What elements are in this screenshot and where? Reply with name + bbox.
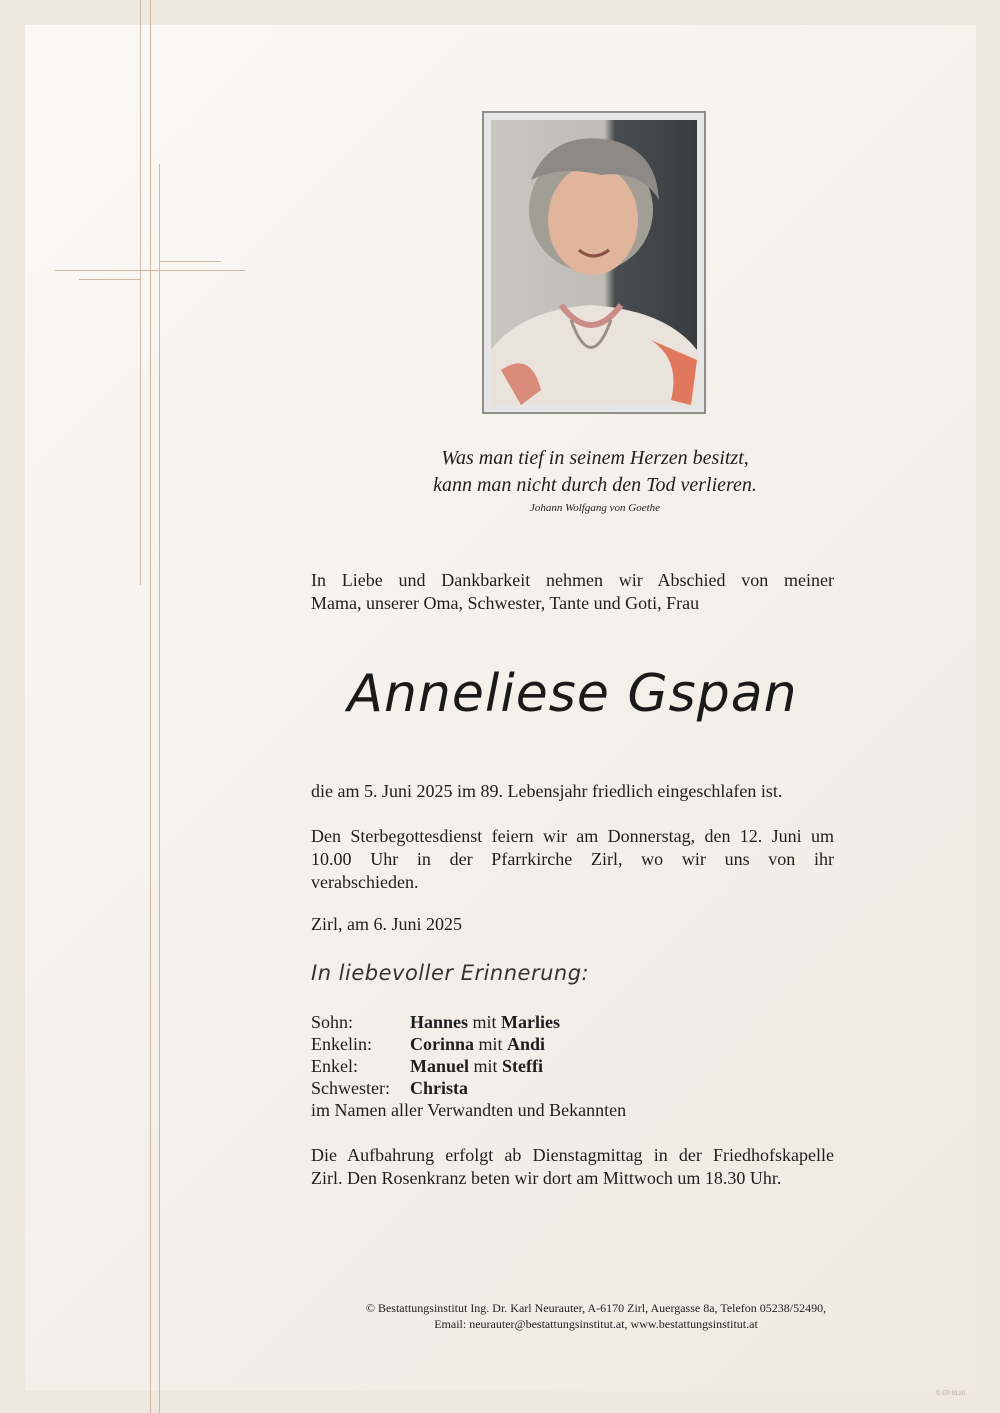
intro-line-2: Mama, unserer Oma, Schwester, Tante und Goti, Frau — [311, 593, 700, 613]
place-date: Zirl, am 6. Juni 2025 — [311, 914, 462, 934]
relative-joiner: mit — [478, 1034, 503, 1054]
cross-post-line — [159, 164, 160, 1413]
quote-author: Johann Wolfgang von Goethe — [529, 502, 661, 514]
relative-name: Christa — [410, 1078, 468, 1098]
relative-joiner: mit — [473, 1056, 498, 1076]
memory-heading: In liebevoller Erinnerung: — [311, 961, 590, 985]
relative-partner: Steffi — [502, 1056, 544, 1076]
relative-role: Enkel: — [311, 1056, 358, 1076]
quote-line-1: Was man tief in seinem Herzen besitzt, — [441, 447, 749, 469]
service-line-3: verabschieden. — [311, 872, 419, 892]
cross-beam-line-bottom — [79, 279, 141, 280]
service-line-2: 10.00 Uhr in der Pfarrkirche Zirl, wo wir uns von ihr — [311, 849, 834, 869]
death-notice: die am 5. Juni 2025 im 89. Lebensjahr friedlich eingeschlafen ist. — [311, 781, 783, 801]
relative-role: Schwester: — [311, 1078, 390, 1098]
cross-beam-line-top — [55, 270, 245, 271]
portrait-photo — [491, 120, 697, 405]
relative-partner: Andi — [507, 1034, 546, 1054]
relative-row — [311, 1011, 560, 1033]
relatives-footer: im Namen aller Verwandten und Bekannten — [311, 1100, 627, 1120]
print-code: © EP 9120 — [936, 1391, 965, 1397]
intro-line-1: In Liebe und Dankbarkeit nehmen wir Abschied von meiner — [311, 570, 834, 590]
relative-row — [311, 1055, 543, 1077]
relative-name: Hannes — [410, 1012, 469, 1032]
relative-name: Corinna — [410, 1034, 475, 1054]
relative-role: Enkelin: — [311, 1034, 372, 1054]
viewing-line-1: Die Aufbahrung erfolgt ab Dienstagmittag in der Friedhofskapelle — [311, 1145, 834, 1165]
footer-line-1: © Bestattungsinstitut Ing. Dr. Karl Neurauter, A-6170 Zirl, Auergasse 8a, Telefon 05238/52490, — [365, 1301, 827, 1315]
vertical-line-outer — [140, 0, 141, 585]
relative-joiner: mit — [472, 1012, 497, 1032]
relative-partner: Marlies — [501, 1012, 561, 1032]
relative-name: Manuel — [410, 1056, 470, 1076]
footer-line-2: Email: neurauter@bestattungsinstitut.at, www.bestattungsinstitut.at — [434, 1317, 758, 1331]
service-line-1: Den Sterbegottesdienst feiern wir am Donnerstag, den 12. Juni um — [311, 826, 834, 846]
quote-line-2: kann man nicht durch den Tod verlieren. — [433, 474, 757, 496]
deceased-name: Anneliese Gspan — [347, 664, 798, 724]
vertical-line-inner — [150, 0, 151, 1413]
relative-row — [311, 1077, 468, 1099]
portrait-frame — [482, 111, 706, 414]
viewing-line-2: Zirl. Den Rosenkranz beten wir dort am Mittwoch um 18.30 Uhr. — [311, 1168, 782, 1188]
relative-row — [311, 1033, 545, 1055]
cross-beam-line-right — [159, 261, 221, 262]
relative-role: Sohn: — [311, 1012, 354, 1032]
